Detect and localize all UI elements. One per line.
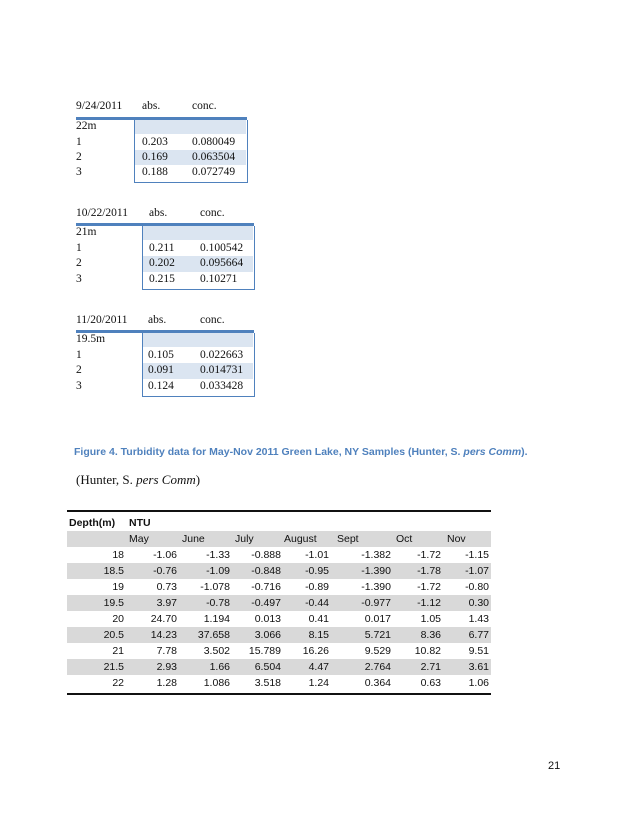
ntu-value-cell: 3.502: [203, 645, 230, 657]
credit-italic: pers Comm: [136, 472, 196, 487]
ntu-value-cell: -1.33: [206, 549, 230, 561]
conc-header: conc.: [200, 207, 225, 219]
conc-header: conc.: [200, 314, 225, 326]
depth-cell: 21: [112, 645, 124, 657]
table-date: 9/24/2011: [76, 100, 123, 112]
ntu-value-cell: 9.51: [468, 645, 489, 657]
conc-value: 0.033428: [200, 380, 244, 392]
month-header: July: [235, 533, 254, 545]
abs-header: abs.: [148, 314, 167, 326]
depth-cell: 20.5: [103, 629, 124, 641]
sample-number: 1: [76, 242, 82, 254]
ntu-value-cell: 6.504: [254, 661, 281, 673]
ntu-value-cell: 9.529: [364, 645, 391, 657]
month-header: August: [284, 533, 317, 545]
conc-value: 0.014731: [200, 364, 244, 376]
table-row: [67, 579, 491, 595]
ntu-value-cell: 1.43: [468, 613, 489, 625]
abs-value: 0.105: [148, 349, 174, 361]
ntu-value-cell: 0.013: [254, 613, 281, 625]
depth-header: Depth(m): [69, 517, 116, 529]
table-date: 11/20/2011: [76, 314, 128, 326]
month-header: Oct: [396, 533, 413, 545]
row-band: [143, 333, 253, 347]
row-band: [143, 226, 253, 240]
conc-value: 0.072749: [192, 166, 236, 178]
ntu-value-cell: 6.77: [468, 629, 489, 641]
ntu-value-cell: 0.41: [308, 613, 329, 625]
conc-value: 0.10271: [200, 273, 238, 285]
sample-number: 1: [76, 136, 82, 148]
ntu-value-cell: 3.518: [254, 677, 281, 689]
abs-value: 0.202: [149, 257, 175, 269]
ntu-value-cell: 24.70: [150, 613, 177, 625]
source-credit: [76, 472, 200, 488]
ntu-value-cell: 15.789: [248, 645, 281, 657]
ntu-value-cell: 3.97: [156, 597, 177, 609]
table-row: [67, 547, 491, 563]
unit-header: NTU: [129, 517, 151, 529]
abs-value: 0.188: [142, 166, 168, 178]
row-band: [135, 120, 246, 134]
ntu-value-cell: -0.888: [251, 549, 281, 561]
ntu-value-cell: 3.61: [468, 661, 489, 673]
table-row: [67, 643, 491, 659]
ntu-value-cell: -0.497: [251, 597, 281, 609]
ntu-value-cell: -1.390: [361, 565, 391, 577]
depth-cell: 18.5: [103, 565, 124, 577]
ntu-value-cell: 16.26: [302, 645, 329, 657]
sample-number: 3: [76, 380, 82, 392]
sample-number: 2: [76, 364, 82, 376]
abs-value: 0.169: [142, 151, 168, 163]
sample-number: 2: [76, 151, 82, 163]
ntu-value-cell: -1.78: [417, 565, 441, 577]
ntu-value-cell: 8.36: [420, 629, 441, 641]
ntu-value-cell: -1.06: [153, 549, 177, 561]
sample-number: 1: [76, 349, 82, 361]
ntu-value-cell: 14.23: [150, 629, 177, 641]
ntu-value-cell: 0.30: [468, 597, 489, 609]
table-bottom-rule: [67, 693, 491, 695]
ntu-value-cell: 37.658: [197, 629, 230, 641]
table-row: [67, 659, 491, 675]
month-header: May: [129, 533, 149, 545]
conc-header: conc.: [192, 100, 217, 112]
ntu-value-cell: 1.06: [468, 677, 489, 689]
depth-cell: 19: [112, 581, 124, 593]
ntu-value-cell: -0.44: [305, 597, 329, 609]
table-row: [67, 611, 491, 627]
table-row: [67, 563, 491, 579]
caption-italic: pers Comm: [463, 446, 522, 458]
month-header: Sept: [337, 533, 359, 545]
conc-value: 0.063504: [192, 151, 236, 163]
conc-value: 0.022663: [200, 349, 244, 361]
table-row: [67, 627, 491, 643]
table-top-rule: [67, 510, 491, 512]
ntu-value-cell: -1.07: [465, 565, 489, 577]
month-header: June: [182, 533, 205, 545]
sample-number: 3: [76, 273, 82, 285]
ntu-value-cell: -0.80: [465, 581, 489, 593]
depth-label: 21m: [76, 226, 97, 238]
ntu-value-cell: -0.78: [206, 597, 230, 609]
caption-text: Figure 4. Turbidity data for May-Nov 2011 Green Lake, NY Samples (Hunter, S.: [74, 446, 464, 458]
ntu-value-cell: -0.95: [305, 565, 329, 577]
ntu-value-cell: -1.390: [361, 581, 391, 593]
conc-value: 0.100542: [200, 242, 244, 254]
abs-value: 0.124: [148, 380, 174, 392]
ntu-value-cell: 10.82: [414, 645, 441, 657]
caption-suffix: ).: [521, 446, 528, 458]
depth-cell: 19.5: [103, 597, 124, 609]
depth-label: 19.5m: [76, 333, 106, 345]
table-date: 10/22/2011: [76, 207, 128, 219]
ntu-value-cell: -1.382: [361, 549, 391, 561]
page-number: 21: [548, 760, 561, 772]
ntu-value-cell: 2.93: [156, 661, 177, 673]
ntu-value-cell: 1.086: [203, 677, 230, 689]
conc-value: 0.095664: [200, 257, 244, 269]
sample-number: 3: [76, 166, 82, 178]
ntu-value-cell: -0.848: [251, 565, 281, 577]
credit-text: (Hunter, S.: [76, 472, 137, 487]
abs-value: 0.091: [148, 364, 174, 376]
month-header-row: [67, 531, 491, 547]
abs-value: 0.211: [149, 242, 175, 254]
ntu-value-cell: 1.28: [156, 677, 177, 689]
ntu-value-cell: 2.71: [420, 661, 441, 673]
ntu-value-cell: -1.72: [417, 549, 441, 561]
ntu-value-cell: 0.017: [364, 613, 391, 625]
ntu-value-cell: 3.066: [254, 629, 281, 641]
credit-suffix: ): [195, 472, 201, 487]
ntu-value-cell: 0.364: [364, 677, 391, 689]
abs-value: 0.215: [149, 273, 175, 285]
ntu-value-cell: -1.12: [417, 597, 441, 609]
depth-cell: 21.5: [103, 661, 124, 673]
ntu-value-cell: 7.78: [156, 645, 177, 657]
conc-value: 0.080049: [192, 136, 236, 148]
depth-cell: 18: [112, 549, 124, 561]
ntu-value-cell: -1.72: [417, 581, 441, 593]
abs-header: abs.: [149, 207, 168, 219]
ntu-value-cell: 5.721: [364, 629, 391, 641]
ntu-value-cell: 1.24: [308, 677, 329, 689]
ntu-value-cell: 0.73: [156, 581, 177, 593]
table-row: [67, 675, 491, 691]
depth-cell: 22: [112, 677, 124, 689]
abs-value: 0.203: [142, 136, 168, 148]
header-row: [67, 515, 491, 531]
ntu-value-cell: 1.05: [420, 613, 441, 625]
ntu-value-cell: -1.15: [465, 549, 489, 561]
ntu-value-cell: -1.078: [200, 581, 230, 593]
ntu-value-cell: -1.09: [206, 565, 230, 577]
ntu-value-cell: 4.47: [308, 661, 329, 673]
ntu-value-cell: 2.764: [364, 661, 391, 673]
figure-caption: [74, 446, 528, 458]
ntu-value-cell: -0.89: [305, 581, 329, 593]
ntu-value-cell: 8.15: [308, 629, 329, 641]
ntu-value-cell: 1.66: [209, 661, 230, 673]
ntu-value-cell: -0.76: [153, 565, 177, 577]
ntu-value-cell: 1.194: [203, 613, 230, 625]
ntu-value-cell: -0.716: [251, 581, 281, 593]
depth-label: 22m: [76, 120, 97, 132]
month-header: Nov: [447, 533, 466, 545]
table-row: [67, 595, 491, 611]
ntu-value-cell: -1.01: [305, 549, 329, 561]
abs-header: abs.: [142, 100, 161, 112]
ntu-value-cell: 0.63: [420, 677, 441, 689]
sample-number: 2: [76, 257, 82, 269]
ntu-value-cell: -0.977: [361, 597, 391, 609]
depth-cell: 20: [112, 613, 124, 625]
